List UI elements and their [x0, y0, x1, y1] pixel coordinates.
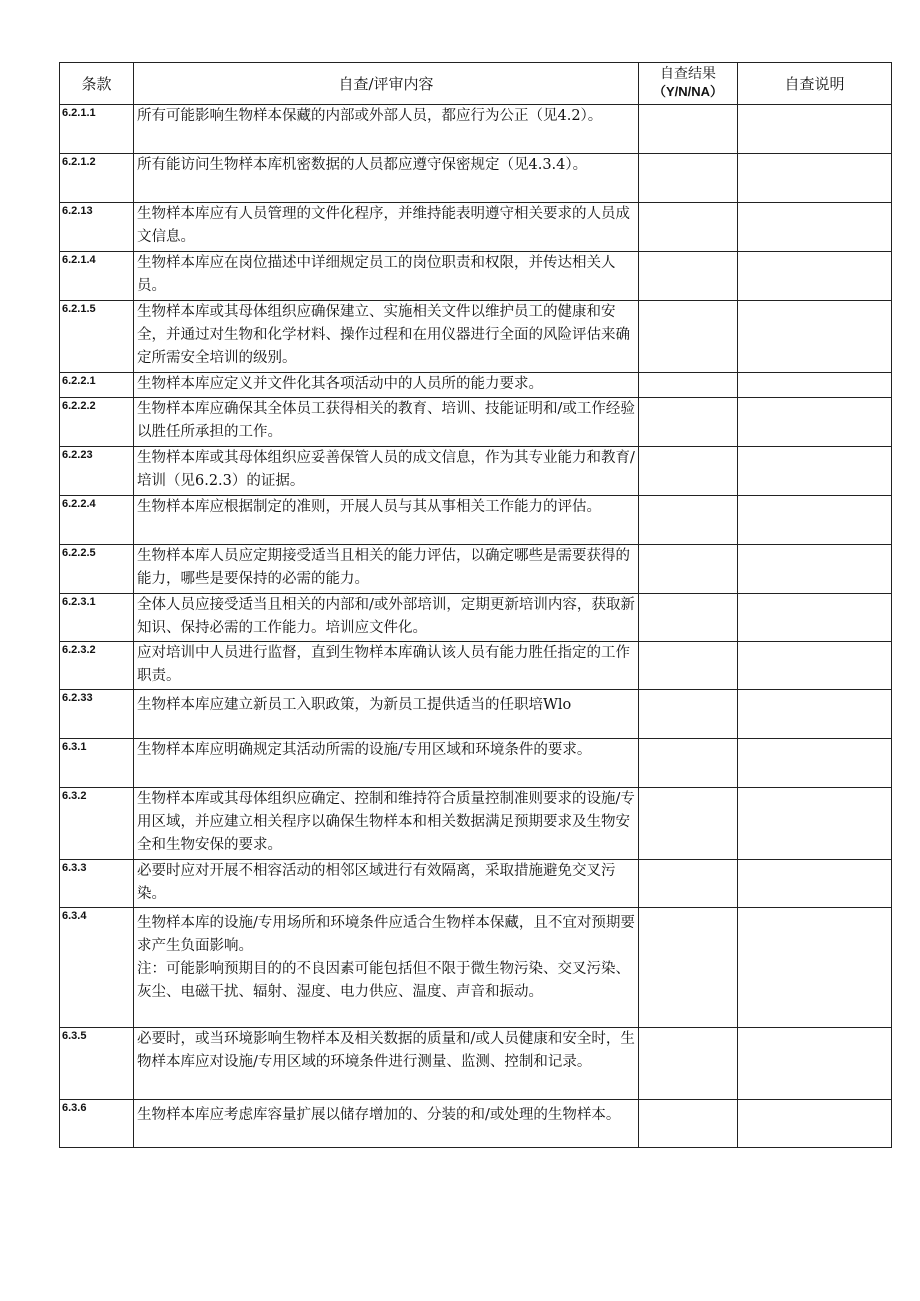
table-row	[60, 447, 892, 496]
result-header-options: （Y/N/NA）	[652, 84, 724, 99]
result-cell[interactable]	[639, 252, 738, 301]
clause-code: 6.2.2.2	[60, 398, 134, 447]
explain-cell[interactable]	[738, 398, 892, 447]
content-text: 生物样本库的设施/专用场所和环境条件应适合生物样本保藏，且不宜对预期要求产生负面影响。	[137, 915, 635, 954]
explain-cell[interactable]	[738, 739, 892, 788]
clause-content	[134, 154, 639, 203]
explain-cell[interactable]	[738, 788, 892, 860]
content-text: 所有能访问生物样本库机密数据的人员都应遵守保密规定（见4.3.4）。	[137, 157, 588, 173]
explain-cell[interactable]	[738, 1100, 892, 1148]
table-row	[60, 690, 892, 739]
clause-code: 6.3.6	[60, 1100, 134, 1148]
clause-code: 6.2.13	[60, 203, 134, 252]
explain-cell[interactable]	[738, 154, 892, 203]
result-cell[interactable]	[639, 690, 738, 739]
self-check-table	[59, 62, 892, 1148]
clause-code: 6.3.4	[60, 908, 134, 1028]
result-cell[interactable]	[639, 154, 738, 203]
clause-content	[134, 1028, 639, 1100]
clause-content	[134, 594, 639, 642]
content-text: 生物样本库应建立新员工入职政策，为新员工提供适当的任职培Wlo	[137, 697, 572, 713]
clause-code: 6.3.3	[60, 860, 134, 908]
clause-content	[134, 908, 639, 1028]
result-cell[interactable]	[639, 1028, 738, 1100]
result-cell[interactable]	[639, 398, 738, 447]
content-text: 生物样本库或其母体组织应妥善保管人员的成文信息，作为其专业能力和教育/培训（见6.2.3）的证据。	[137, 450, 635, 489]
content-note: 注：可能影响预期目的的不良因素可能包括但不限于微生物污染、交叉污染、灰尘、电磁干扰、辐射、湿度、电力供应、温度、声音和振动。	[137, 961, 630, 1000]
table-row	[60, 203, 892, 252]
explain-cell[interactable]	[738, 545, 892, 594]
clause-content	[134, 690, 639, 739]
header-row	[60, 63, 892, 105]
clause-content	[134, 496, 639, 545]
table-row	[60, 1100, 892, 1148]
content-text: 生物样本库或其母体组织应确定、控制和维持符合质量控制准则要求的设施/专用区域，并应建立相关程序以确保生物样本和相关数据满足预期要求及生物安全和生物安保的要求。	[137, 791, 635, 853]
clause-header: 条款	[60, 63, 134, 105]
explain-cell[interactable]	[738, 642, 892, 690]
explain-cell[interactable]	[738, 690, 892, 739]
content-text: 全体人员应接受适当且相关的内部和/或外部培训，定期更新培训内容，获取新知识、保持必需的工作能力。培训应文件化。	[137, 597, 635, 636]
result-cell[interactable]	[639, 860, 738, 908]
table-row	[60, 1028, 892, 1100]
content-text: 生物样本库应确保其全体员工获得相关的教育、培训、技能证明和/或工作经验以胜任所承担的工作。	[137, 401, 635, 440]
clause-code: 6.2.1.1	[60, 105, 134, 154]
clause-code: 6.2.23	[60, 447, 134, 496]
clause-code: 6.3.1	[60, 739, 134, 788]
result-cell[interactable]	[639, 594, 738, 642]
table-row	[60, 908, 892, 1028]
clause-code: 6.3.2	[60, 788, 134, 860]
content-text: 生物样本库应考虑库容量扩展以储存增加的、分装的和/或处理的生物样本。	[137, 1107, 621, 1123]
result-cell[interactable]	[639, 545, 738, 594]
explain-cell[interactable]	[738, 860, 892, 908]
table-row	[60, 642, 892, 690]
explain-cell[interactable]	[738, 373, 892, 398]
table-row	[60, 105, 892, 154]
clause-content	[134, 739, 639, 788]
explain-cell[interactable]	[738, 1028, 892, 1100]
clause-content	[134, 398, 639, 447]
clause-content	[134, 545, 639, 594]
clause-code: 6.2.3.1	[60, 594, 134, 642]
result-header-label: 自查结果	[660, 66, 716, 82]
content-text: 必要时应对开展不相容活动的相邻区域进行有效隔离，采取措施避免交叉污染。	[137, 863, 616, 902]
content-text: 生物样本库人员应定期接受适当且相关的能力评估，以确定哪些是需要获得的能力，哪些是要保持的必需的能力。	[137, 548, 630, 587]
clause-code: 6.2.2.4	[60, 496, 134, 545]
table-row	[60, 252, 892, 301]
explain-cell[interactable]	[738, 447, 892, 496]
table-row	[60, 398, 892, 447]
result-header	[639, 63, 738, 105]
clause-code: 6.2.1.5	[60, 301, 134, 373]
result-cell[interactable]	[639, 373, 738, 398]
clause-code: 6.2.33	[60, 690, 134, 739]
content-text: 生物样本库或其母体组织应确保建立、实施相关文件以维护员工的健康和安全，并通过对生物和化学材料、操作过程和在用仪器进行全面的风险评估来确定所需安全培训的级别。	[137, 304, 630, 366]
clause-code: 6.2.3.2	[60, 642, 134, 690]
clause-content	[134, 252, 639, 301]
result-cell[interactable]	[639, 908, 738, 1028]
table-row	[60, 739, 892, 788]
content-text: 生物样本库应在岗位描述中详细规定员工的岗位职责和权限，并传达相关人员。	[137, 255, 616, 294]
clause-content	[134, 642, 639, 690]
result-cell[interactable]	[639, 642, 738, 690]
explain-cell[interactable]	[738, 594, 892, 642]
result-cell[interactable]	[639, 447, 738, 496]
result-cell[interactable]	[639, 1100, 738, 1148]
clause-content	[134, 203, 639, 252]
clause-code: 6.2.1.2	[60, 154, 134, 203]
content-header: 自查/评审内容	[134, 63, 639, 105]
clause-code: 6.2.2.1	[60, 373, 134, 398]
result-cell[interactable]	[639, 788, 738, 860]
content-text: 应对培训中人员进行监督，直到生物样本库确认该人员有能力胜任指定的工作职责。	[137, 645, 630, 684]
table-row	[60, 373, 892, 398]
result-cell[interactable]	[639, 739, 738, 788]
clause-code: 6.2.1.4	[60, 252, 134, 301]
content-text: 所有可能影响生物样本保藏的内部或外部人员，都应行为公正（见4.2）。	[137, 108, 603, 124]
table-row	[60, 788, 892, 860]
content-text: 生物样本库应明确规定其活动所需的设施/专用区域和环境条件的要求。	[137, 742, 592, 758]
explain-cell[interactable]	[738, 252, 892, 301]
explain-cell[interactable]	[738, 105, 892, 154]
explain-cell[interactable]	[738, 908, 892, 1028]
result-cell[interactable]	[639, 301, 738, 373]
content-text: 生物样本库应根据制定的准则，开展人员与其从事相关工作能力的评估。	[137, 499, 601, 515]
table-row	[60, 301, 892, 373]
explain-cell[interactable]	[738, 203, 892, 252]
table-row	[60, 496, 892, 545]
clause-content	[134, 301, 639, 373]
clause-content	[134, 1100, 639, 1148]
clause-content	[134, 788, 639, 860]
result-cell[interactable]	[639, 105, 738, 154]
clause-content	[134, 105, 639, 154]
clause-code: 6.3.5	[60, 1028, 134, 1100]
result-cell[interactable]	[639, 496, 738, 545]
table-row	[60, 860, 892, 908]
content-text: 生物样本库应定义并文件化其各项活动中的人员所的能力要求。	[137, 376, 543, 392]
content-text: 必要时，或当环境影响生物样本及相关数据的质量和/或人员健康和安全时，生物样本库应对设施/专用区域的环境条件进行测量、监测、控制和记录。	[137, 1031, 635, 1070]
clause-code: 6.2.2.5	[60, 545, 134, 594]
clause-content	[134, 447, 639, 496]
explain-cell[interactable]	[738, 301, 892, 373]
table-row	[60, 545, 892, 594]
table-row	[60, 594, 892, 642]
content-text: 生物样本库应有人员管理的文件化程序，并维持能表明遵守相关要求的人员成文信息。	[137, 206, 630, 245]
clause-content	[134, 373, 639, 398]
explain-cell[interactable]	[738, 496, 892, 545]
result-cell[interactable]	[639, 203, 738, 252]
explain-header: 自查说明	[738, 63, 892, 105]
clause-content	[134, 860, 639, 908]
table-row	[60, 154, 892, 203]
